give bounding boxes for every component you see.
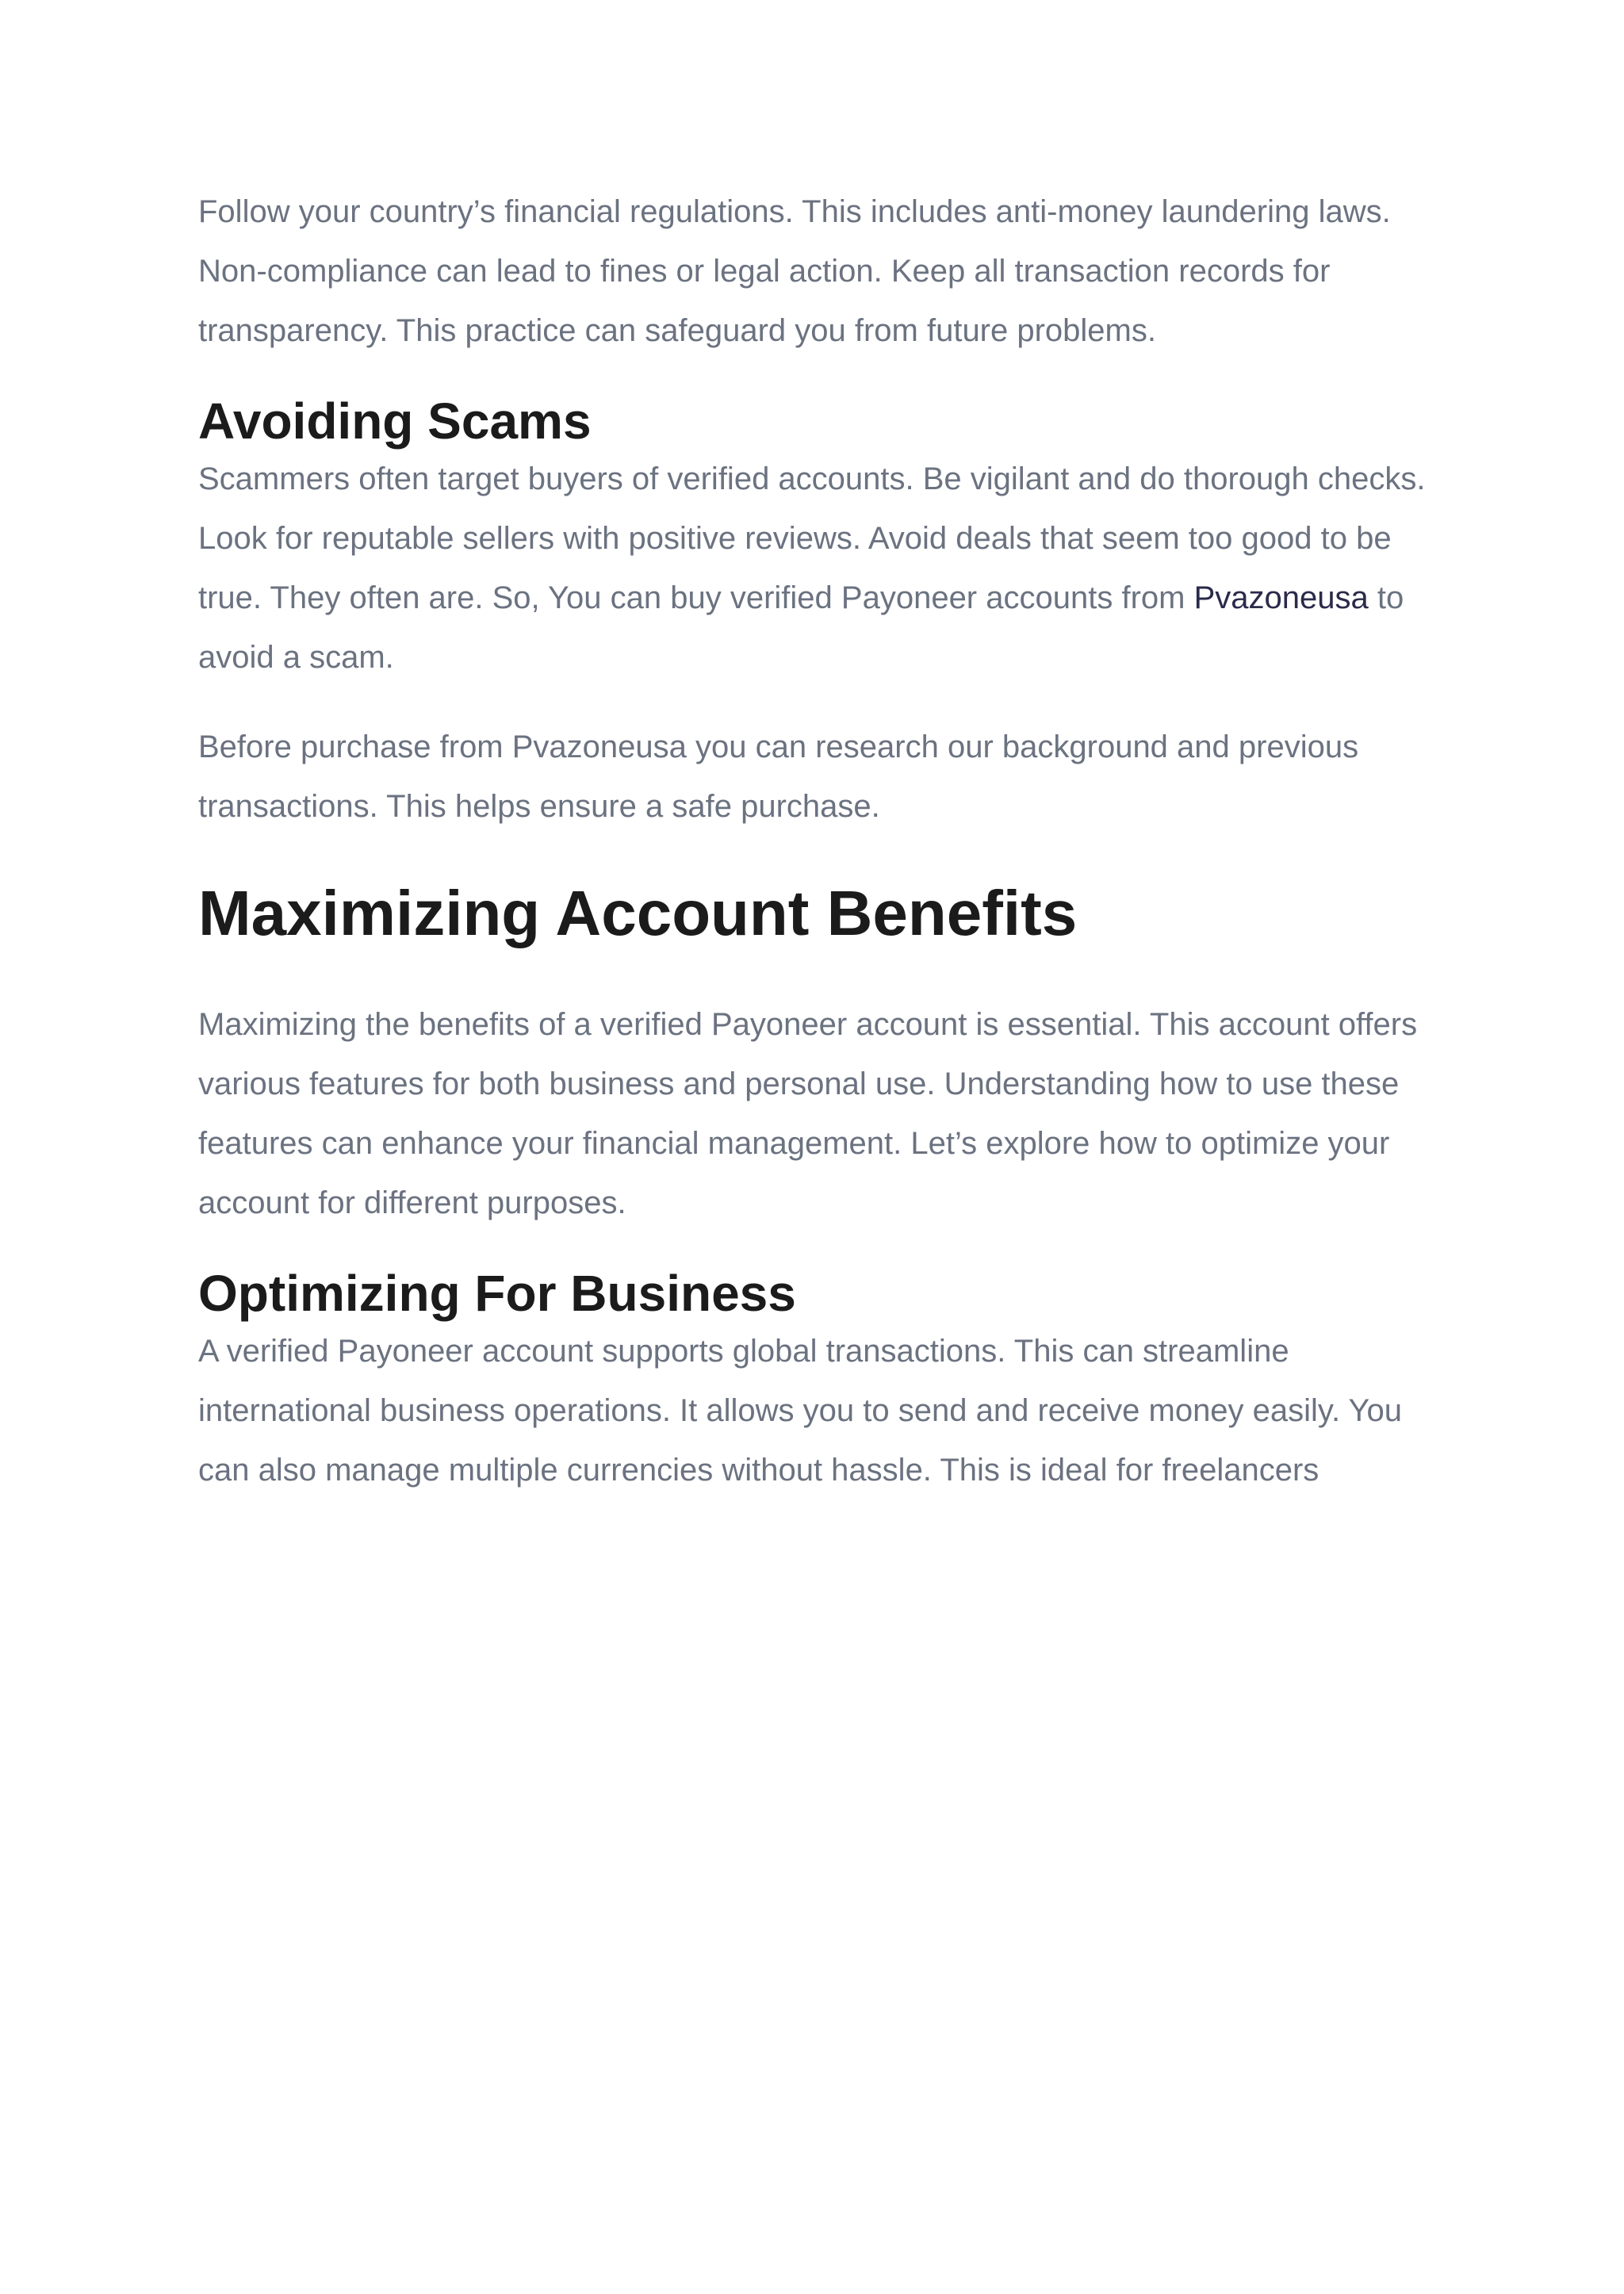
paragraph-maximizing: Maximizing the benefits of a verified Payoneer account is essential. This account offers various features for both business and personal use. Understanding how to use these features can enhance your financial management. Let’s explore how to optimize your account for different purposes. bbox=[198, 1007, 1418, 1220]
paragraph-scams-text: Scammers often target buyers of verified accounts. Be vigilant and do thorough checks. Look for reputable sellers with positive reviews. Avoid deals that seem too good to be true. They often are. So, You can buy verified Payoneer accounts from bbox=[198, 461, 1426, 615]
heading-avoiding-scams: Avoiding Scams bbox=[198, 393, 592, 450]
paragraph-scams-tail: to avoid a scam. bbox=[198, 580, 1404, 675]
paragraph-before-purchase: Before purchase from Pvazoneusa you can research our background and previous transactions. This helps ensure a safe purchase. bbox=[198, 730, 1359, 824]
heading-maximizing-account-benefits: Maximizing Account Benefits bbox=[198, 878, 1078, 948]
paragraph-scams bbox=[198, 450, 1451, 687]
paragraph-regulations: Follow your country’s financial regulations. This includes anti-money laundering laws. Non-compliance can lead to fines or legal action. Keep all transaction records for transparency. This practice can safeguard you from future problems. bbox=[198, 194, 1391, 348]
paragraph-business: A verified Payoneer account supports global transactions. This can streamline international business operations. It allows you to send and receive money easily. You can also manage multiple currencies without hassle. This is ideal for freelancers bbox=[198, 1334, 1402, 1488]
heading-optimizing-for-business: Optimizing For Business bbox=[198, 1265, 796, 1322]
pvazoneusa-link[interactable]: Pvazoneusa bbox=[1193, 580, 1369, 615]
document-content bbox=[198, 182, 1451, 1500]
